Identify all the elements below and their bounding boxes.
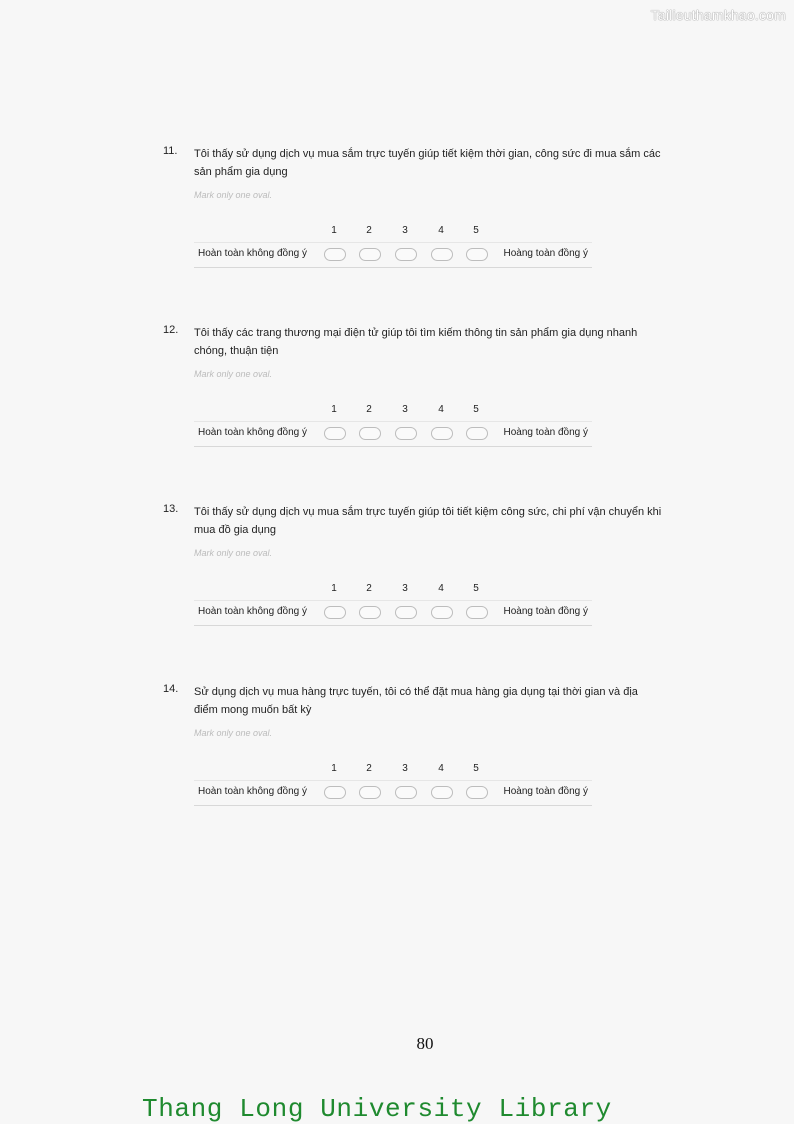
scale-left-label: Hoàn toàn không đồng ý bbox=[198, 606, 307, 617]
rating-row bbox=[194, 242, 592, 268]
scale-number-1: 1 bbox=[331, 225, 337, 236]
rating-oval-2[interactable] bbox=[359, 427, 381, 440]
scale-number-2: 2 bbox=[366, 404, 372, 415]
rating-oval-1[interactable] bbox=[324, 248, 346, 261]
scale-number-1: 1 bbox=[331, 583, 337, 594]
scale-number-3: 3 bbox=[402, 763, 408, 774]
question-hint: Mark only one oval. bbox=[194, 369, 273, 379]
scale-number-4: 4 bbox=[438, 763, 444, 774]
rating-row bbox=[194, 600, 592, 626]
scale-number-2: 2 bbox=[366, 583, 372, 594]
rating-row bbox=[194, 421, 592, 447]
scale-number-5: 5 bbox=[473, 763, 479, 774]
scale-number-4: 4 bbox=[438, 583, 444, 594]
scale-number-1: 1 bbox=[331, 763, 337, 774]
question-number: 11. bbox=[163, 145, 178, 157]
question-text: Sử dụng dịch vụ mua hàng trực tuyến, tôi có thể đặt mua hàng gia dụng tại thời gian và địa điểm mong muốn bất kỳ bbox=[194, 686, 638, 716]
question-text: Tôi thấy sử dụng dịch vụ mua sắm trực tuyến giúp tôi tiết kiệm công sức, chi phí vận chuyển khi mua đồ gia dụng bbox=[194, 506, 662, 536]
rating-oval-2[interactable] bbox=[359, 606, 381, 619]
rating-oval-4[interactable] bbox=[431, 427, 453, 440]
watermark-text: Tailieuthamkhao.com bbox=[650, 7, 786, 23]
rating-row bbox=[194, 780, 592, 806]
scale-number-5: 5 bbox=[473, 225, 479, 236]
scale-left-label: Hoàn toàn không đồng ý bbox=[198, 427, 307, 438]
rating-oval-5[interactable] bbox=[466, 427, 488, 440]
scale-number-2: 2 bbox=[366, 225, 372, 236]
scale-right-label: Hoàng toàn đồng ý bbox=[503, 786, 588, 797]
question-number: 12. bbox=[163, 324, 179, 336]
rating-oval-3[interactable] bbox=[395, 606, 417, 619]
scale-number-3: 3 bbox=[402, 404, 408, 415]
scale-number-4: 4 bbox=[438, 225, 444, 236]
rating-oval-5[interactable] bbox=[466, 786, 488, 799]
rating-oval-5[interactable] bbox=[466, 606, 488, 619]
scale-numbers bbox=[194, 583, 592, 597]
scale-number-3: 3 bbox=[402, 225, 408, 236]
question-hint: Mark only one oval. bbox=[194, 728, 273, 738]
scale-numbers bbox=[194, 763, 592, 777]
rating-oval-2[interactable] bbox=[359, 786, 381, 799]
scale-numbers bbox=[194, 404, 592, 418]
rating-oval-3[interactable] bbox=[395, 248, 417, 261]
rating-oval-3[interactable] bbox=[395, 427, 417, 440]
scale-right-label: Hoàng toàn đồng ý bbox=[503, 606, 588, 617]
rating-oval-1[interactable] bbox=[324, 786, 346, 799]
page-number: 80 bbox=[416, 1034, 434, 1053]
scale-number-1: 1 bbox=[331, 404, 337, 415]
scale-right-label: Hoàng toàn đồng ý bbox=[503, 427, 588, 438]
scale-right-label: Hoàng toàn đồng ý bbox=[503, 248, 588, 259]
question-hint: Mark only one oval. bbox=[194, 548, 273, 558]
rating-oval-4[interactable] bbox=[431, 606, 453, 619]
question-number: 14. bbox=[163, 683, 179, 695]
scale-number-3: 3 bbox=[402, 583, 408, 594]
scale-left-label: Hoàn toàn không đồng ý bbox=[198, 248, 307, 259]
rating-oval-4[interactable] bbox=[431, 786, 453, 799]
scale-number-4: 4 bbox=[438, 404, 444, 415]
rating-oval-3[interactable] bbox=[395, 786, 417, 799]
scale-numbers bbox=[194, 225, 592, 239]
scale-number-5: 5 bbox=[473, 404, 479, 415]
rating-oval-1[interactable] bbox=[324, 427, 346, 440]
rating-oval-1[interactable] bbox=[324, 606, 346, 619]
question-text: Tôi thấy sử dụng dịch vụ mua sắm trực tuyến giúp tiết kiệm thời gian, công sức đi mua sắm các sản phẩm gia dụng bbox=[194, 148, 661, 178]
question-hint: Mark only one oval. bbox=[194, 190, 273, 200]
rating-oval-4[interactable] bbox=[431, 248, 453, 261]
question-number: 13. bbox=[163, 503, 179, 515]
scale-number-5: 5 bbox=[473, 583, 479, 594]
library-footer: Thang Long University Library bbox=[142, 1094, 612, 1124]
question-text: Tôi thấy các trang thương mại điện tử giúp tôi tìm kiếm thông tin sản phẩm gia dụng nhanh chóng, thuận tiện bbox=[194, 327, 638, 357]
scale-left-label: Hoàn toàn không đồng ý bbox=[198, 786, 307, 797]
rating-oval-2[interactable] bbox=[359, 248, 381, 261]
rating-oval-5[interactable] bbox=[466, 248, 488, 261]
scale-number-2: 2 bbox=[366, 763, 372, 774]
